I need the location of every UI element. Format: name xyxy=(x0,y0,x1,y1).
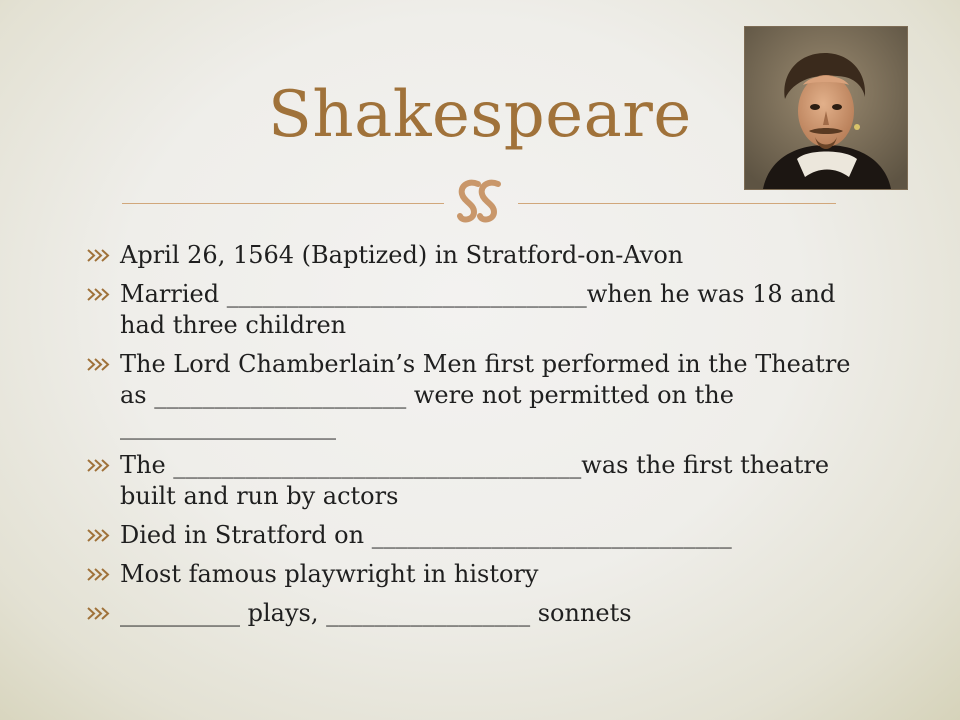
divider-left xyxy=(122,203,444,204)
chevron-bullet-icon xyxy=(86,607,110,620)
bullet-item-3 xyxy=(86,349,876,442)
chevron-bullet-icon xyxy=(86,529,110,542)
bullet-item-1 xyxy=(86,240,876,271)
bullet-text: Died in Stratford on ______________________________ xyxy=(120,521,732,549)
bullet-item-2 xyxy=(86,279,876,341)
bullet-text: April 26, 1564 (Baptized) in Stratford-on-Avon xyxy=(120,241,684,269)
bullet-text: The Lord Chamberlain’s Men first performed in the Theatre as _____________________ were not permitted on the __________________ xyxy=(120,350,851,440)
bullet-list xyxy=(86,240,876,637)
bullet-text: Most famous playwright in history xyxy=(120,560,539,588)
divider-right xyxy=(518,203,836,204)
chevron-bullet-icon xyxy=(86,459,110,472)
bullet-item-5 xyxy=(86,520,876,551)
bullet-item-6 xyxy=(86,559,876,590)
portrait-icon xyxy=(745,27,907,189)
double-curl-icon xyxy=(448,176,514,224)
chevron-bullet-icon xyxy=(86,249,110,262)
chevron-bullet-icon xyxy=(86,288,110,301)
bullet-item-7 xyxy=(86,598,876,629)
chevron-bullet-icon xyxy=(86,568,110,581)
bullet-text: __________ plays, _________________ sonnets xyxy=(120,599,632,627)
portrait-image xyxy=(744,26,908,190)
slide-title: Shakespeare xyxy=(268,78,692,152)
bullet-text: The __________________________________was the first theatre built and run by actors xyxy=(120,451,830,510)
chevron-bullet-icon xyxy=(86,358,110,371)
bullet-text: Married ______________________________when he was 18 and had three children xyxy=(120,280,836,339)
bullet-item-4 xyxy=(86,450,876,512)
